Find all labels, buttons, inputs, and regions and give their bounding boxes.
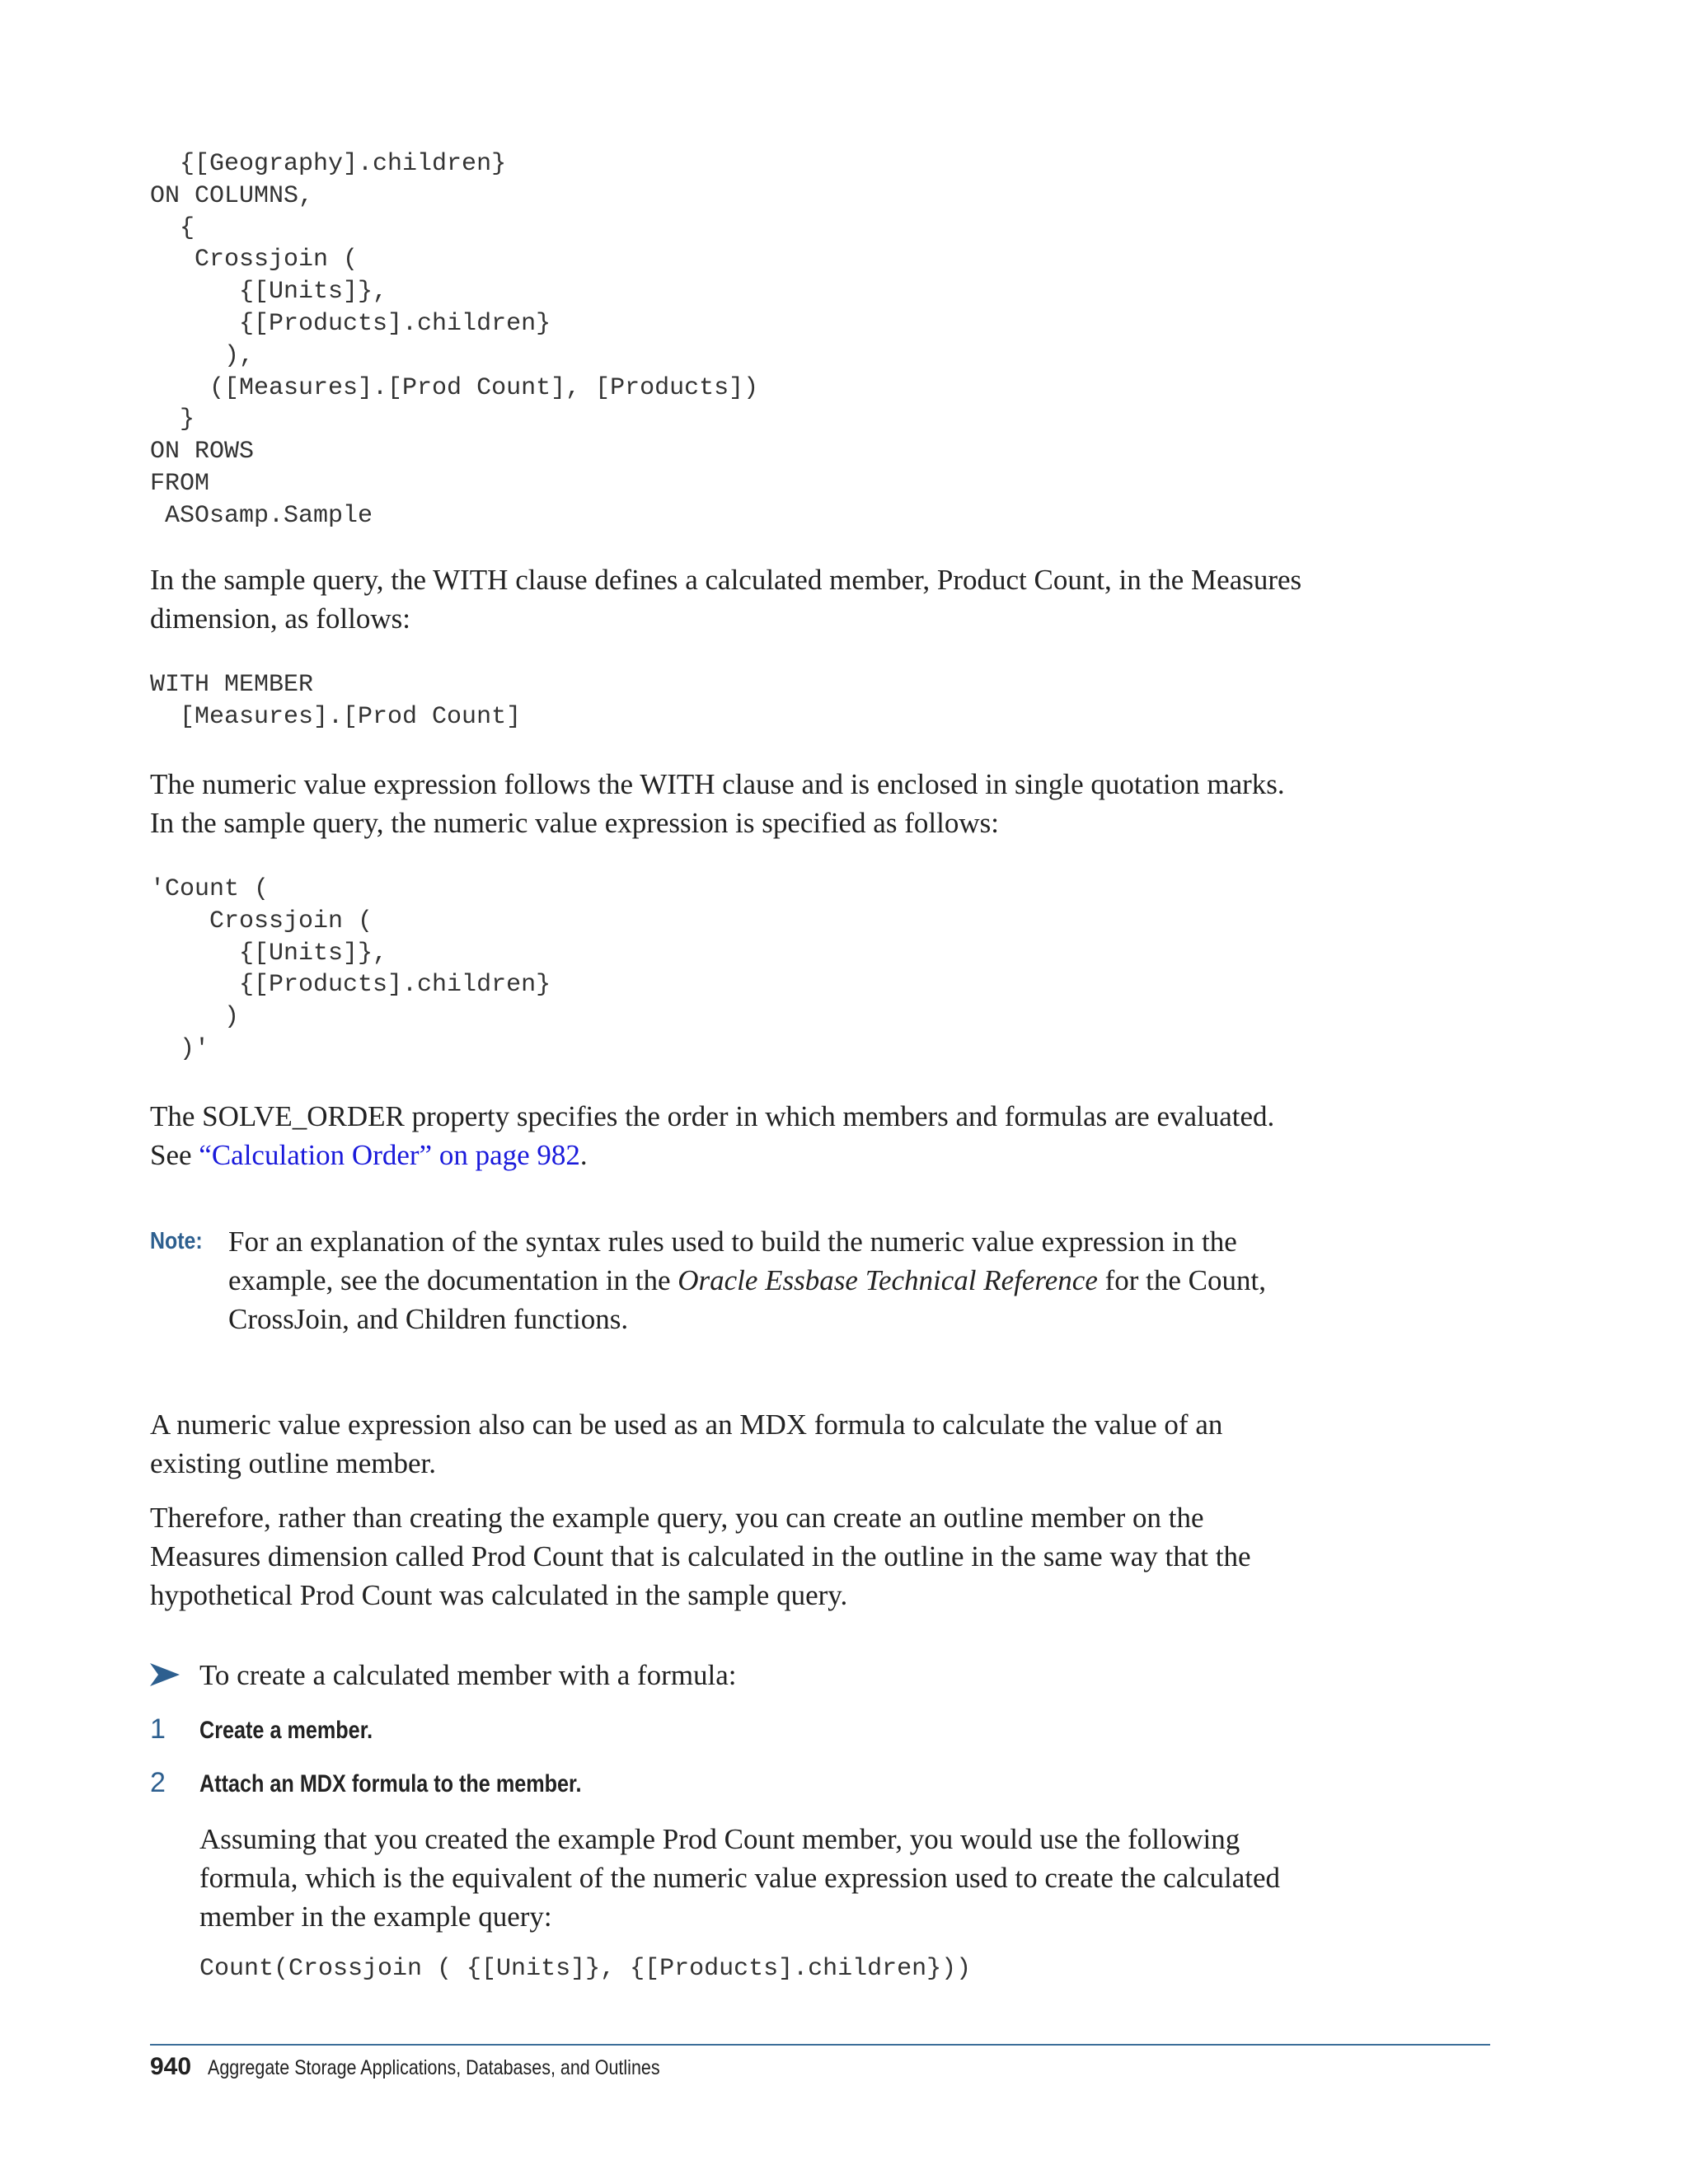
solve-order-period: .: [579, 1139, 588, 1171]
footer-section-title: Aggregate Storage Applications, Databases, and Outlines: [208, 2056, 660, 2079]
note-text-end: for the Count, CrossJoin, and Children functions.: [228, 1264, 1266, 1335]
footer-rule: [150, 2044, 1490, 2046]
step-number-1: 1: [150, 1713, 166, 1745]
paragraph-therefore: Therefore, rather than creating the example query, you can create an outline member on the Measures dimension called Prod Count that is calculated in the outline in the same way that the hypothetical Prod Count was calculated in the sample query.: [150, 1502, 1251, 1611]
note-text: [228, 1222, 1316, 1338]
code-block-count: 'Count ( Crossjoin ( {[Units]}, {[Products].children} ) )': [150, 875, 551, 1063]
paragraph-mdx-formula: A numeric value expression also can be used as an MDX formula to calculate the value of an existing outline member.: [150, 1408, 1223, 1479]
step-2-body: Assuming that you created the example Prod Count member, you would use the following formula, which is the equivalent of the numeric value expression used to create the calculated member in the example query:: [199, 1823, 1281, 1933]
note-label: Note:: [150, 1228, 203, 1254]
note-text-start: For an explanation of the syntax rules used to build the numeric value expression in the example, see the documentation in the: [228, 1226, 1237, 1296]
arrow-right-icon: [148, 1658, 181, 1691]
solve-order-text: The SOLVE_ORDER property specifies the order in which members and formulas are evaluated. See: [150, 1100, 1275, 1171]
paragraph-numeric-expression: The numeric value expression follows the WITH clause and is enclosed in single quotation marks. In the sample query, the numeric value expression is specified as follows:: [150, 768, 1285, 839]
technical-reference-title: Oracle Essbase Technical Reference: [678, 1264, 1098, 1296]
step-number-2: 2: [150, 1767, 166, 1798]
code-block-formula: Count(Crossjoin ( {[Units]}, {[Products].children})): [199, 1955, 972, 1983]
paragraph-solve-order: [150, 1097, 1304, 1174]
page-number: 940: [150, 2053, 192, 2080]
code-block-query: {[Geography].children} ON COLUMNS, { Crossjoin ( {[Units]}, {[Products].children} ), ([Measures].[Prod Count], [Products]) } ON ROWS FROM ASOsamp.Sample: [150, 150, 759, 530]
step-text-2: Attach an MDX formula to the member.: [199, 1770, 582, 1797]
paragraph-with-clause: In the sample query, the WITH clause defines a calculated member, Product Count, in the Measures dimension, as follows:: [150, 564, 1302, 635]
task-intro: To create a calculated member with a formula:: [199, 1659, 737, 1691]
step-text-1: Create a member.: [199, 1717, 373, 1744]
calculation-order-link[interactable]: “Calculation Order” on page 982: [199, 1139, 580, 1171]
code-block-with-member: WITH MEMBER [Measures].[Prod Count]: [150, 671, 522, 731]
